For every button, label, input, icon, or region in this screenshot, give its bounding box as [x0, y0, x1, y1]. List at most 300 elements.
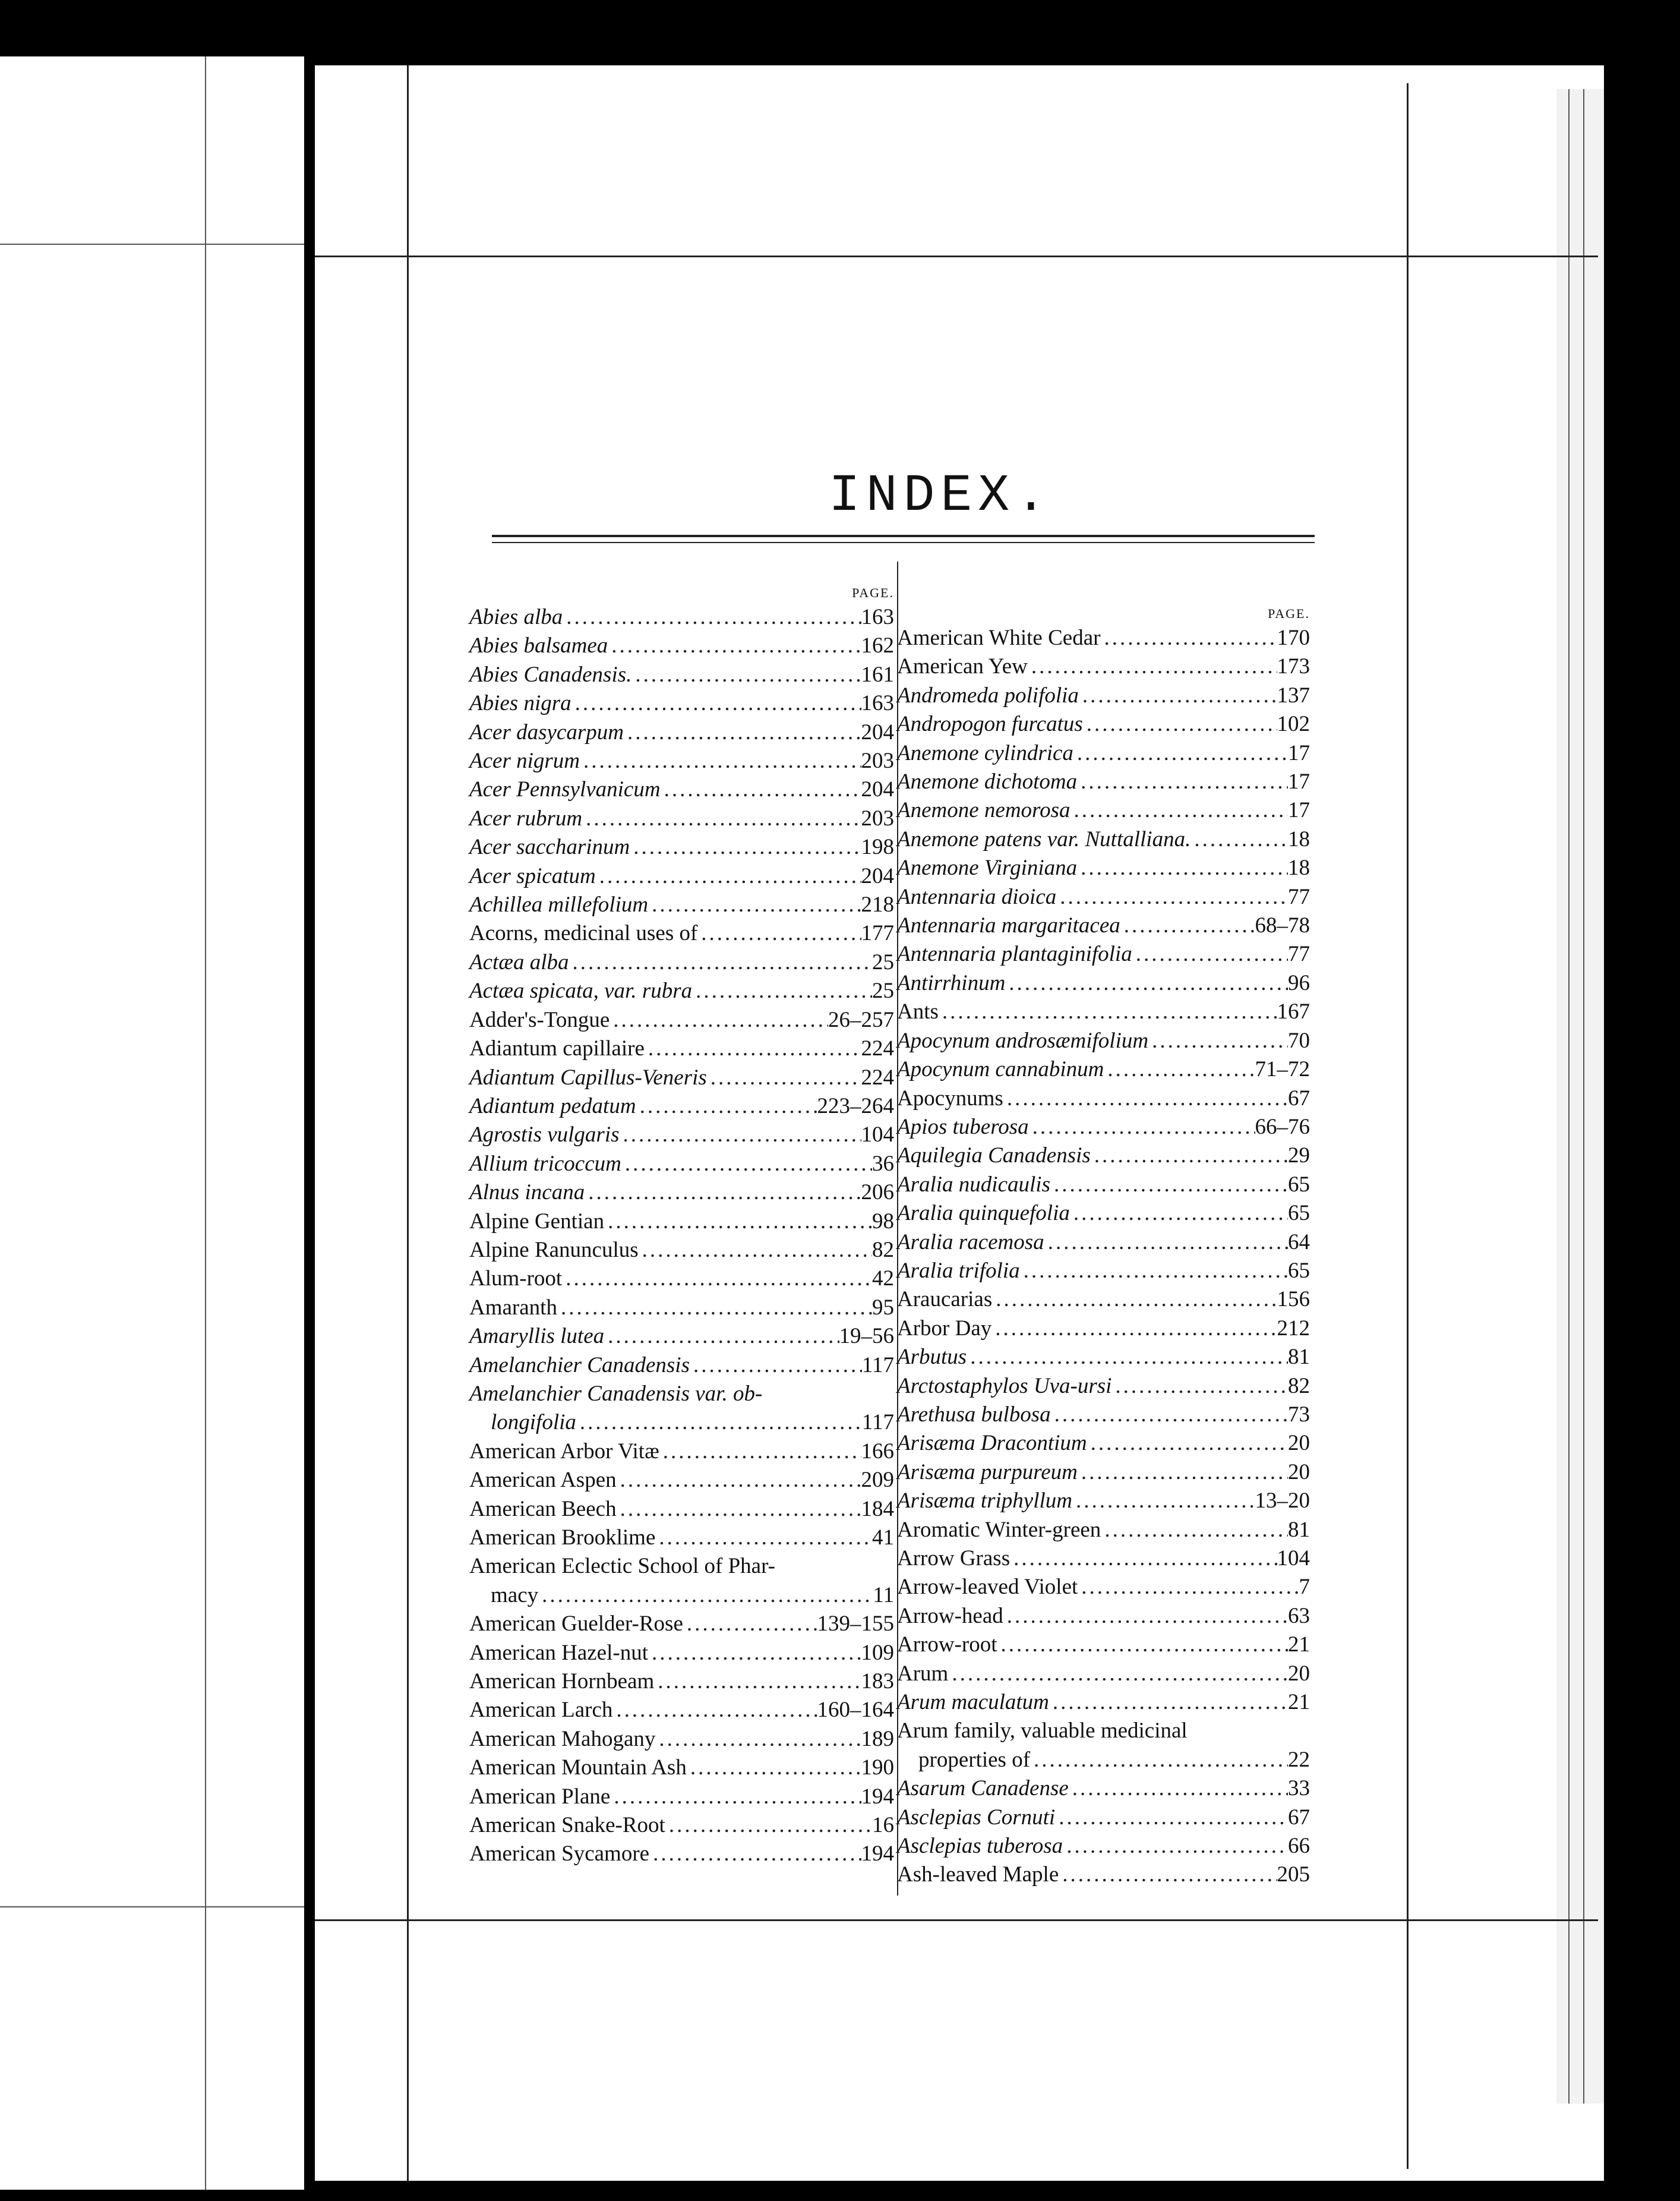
- entry-name: Amaryllis lutea: [469, 1324, 605, 1349]
- entry-page-number: 95: [872, 1295, 894, 1320]
- entry-name: Araucarias: [897, 1287, 993, 1312]
- dot-leader: [661, 775, 861, 804]
- entry-page-number: 203: [861, 749, 894, 774]
- dot-leader: [697, 919, 861, 948]
- entry-name: Arbutus: [897, 1345, 967, 1370]
- index-entry: [897, 1285, 1310, 1314]
- index-entry: [469, 977, 894, 1005]
- entry-name: Achillea millefolium: [469, 893, 649, 917]
- dot-leader: [948, 1660, 1288, 1688]
- entry-page-number: 173: [1277, 654, 1310, 679]
- entry-name: Asclepias tuberosa: [897, 1834, 1063, 1859]
- dot-leader: [596, 862, 861, 891]
- index-entry: [469, 603, 894, 632]
- dot-leader: [1073, 739, 1288, 768]
- dot-leader: [1063, 1832, 1288, 1861]
- entry-name: American Mountain Ash: [469, 1755, 687, 1780]
- dot-leader: [1120, 912, 1255, 940]
- index-entry: [897, 1027, 1310, 1055]
- index-entry: [469, 1322, 894, 1351]
- dot-leader: [683, 1610, 817, 1638]
- entry-name: Antennaria margaritacea: [897, 913, 1120, 938]
- dot-leader: [1050, 1171, 1288, 1199]
- dot-leader: [1029, 1113, 1255, 1142]
- dot-leader: [655, 1524, 872, 1552]
- dot-leader: [576, 1408, 862, 1437]
- index-entry: [469, 1380, 894, 1408]
- dot-leader: [620, 1121, 861, 1149]
- entry-name: American Larch: [469, 1698, 613, 1723]
- entry-name: Andromeda polifolia: [897, 683, 1079, 708]
- entry-page-number: 156: [1277, 1287, 1310, 1312]
- index-entry: [469, 1121, 894, 1149]
- dot-leader: [621, 1150, 872, 1178]
- index-entry: [469, 1207, 894, 1236]
- entry-name: Amelanchier Canadensis var. ob-: [469, 1381, 763, 1406]
- index-entry: [897, 768, 1310, 796]
- dot-leader: [571, 689, 861, 718]
- entry-page-number: 82: [872, 1237, 894, 1262]
- title-rule: [492, 542, 1315, 543]
- dot-leader: [1077, 768, 1288, 796]
- entry-name: American Mahogany: [469, 1726, 656, 1751]
- index-entry: [897, 1688, 1310, 1717]
- dot-leader: [1148, 1027, 1288, 1055]
- dot-leader: [557, 1294, 872, 1322]
- entry-page-number: 20: [1288, 1459, 1310, 1484]
- entry-name: Arrow Grass: [897, 1546, 1010, 1571]
- index-column-left: [469, 585, 894, 1869]
- entry-name: Adder's-Tongue: [469, 1007, 610, 1032]
- entry-name: Aquilegia Canadensis: [897, 1143, 1091, 1168]
- dot-leader: [1003, 1602, 1288, 1631]
- page-heading: PAGE.: [1268, 606, 1310, 621]
- previous-page-rule: [0, 1906, 304, 1907]
- entry-page-number: 25: [872, 950, 894, 975]
- dot-leader: [1087, 1429, 1288, 1458]
- dot-leader: [1072, 1487, 1255, 1515]
- entry-name: Alpine Gentian: [469, 1209, 605, 1234]
- dot-leader: [1010, 1544, 1277, 1573]
- entry-page-number: 81: [1288, 1517, 1310, 1542]
- entry-name: Acer saccharinum: [469, 835, 630, 860]
- entry-page-number: 224: [861, 1065, 894, 1090]
- entry-name: Arctostaphylos Uva-ursi: [897, 1373, 1112, 1398]
- entry-name: Abies nigra: [469, 691, 571, 716]
- entry-page-number: 82: [1288, 1373, 1310, 1398]
- index-entry: [469, 862, 894, 891]
- dot-leader: [659, 1437, 861, 1466]
- dot-leader: [610, 1006, 828, 1035]
- entry-page-number: 98: [872, 1209, 894, 1234]
- entry-name: American Yew: [897, 654, 1028, 679]
- entry-list: [897, 624, 1310, 1890]
- frame-rule-left: [407, 65, 409, 2181]
- entry-name: Amaranth: [469, 1295, 557, 1320]
- index-entry: [897, 1084, 1310, 1113]
- index-entry: [897, 1774, 1310, 1803]
- entry-name: Actæa alba: [469, 950, 569, 975]
- index-entry: [897, 1142, 1310, 1170]
- entry-name: Anemone patens var. Nuttalliana.: [897, 827, 1191, 852]
- entry-name: American Arbor Vitæ: [469, 1439, 659, 1464]
- dot-leader: [690, 1351, 862, 1380]
- dot-leader: [630, 833, 861, 862]
- entry-name: Alnus incana: [469, 1180, 585, 1205]
- dot-leader: [562, 1265, 872, 1293]
- entry-page-number: 160–164: [817, 1698, 894, 1723]
- index-entry: [897, 682, 1310, 710]
- entry-page-number: 190: [861, 1755, 894, 1780]
- entry-page-number: 22: [1288, 1747, 1310, 1772]
- entry-name: Adiantum Capillus-Veneris: [469, 1065, 707, 1090]
- dot-leader: [654, 1667, 861, 1696]
- index-entry: [897, 1487, 1310, 1515]
- entry-page-number: 109: [861, 1640, 894, 1665]
- entry-name: Andropogon furcatus: [897, 712, 1083, 737]
- entry-page-number: 77: [1288, 884, 1310, 909]
- entry-page-number: 18: [1288, 856, 1310, 881]
- entry-page-number: 17: [1288, 798, 1310, 823]
- entry-name: Arum family, valuable medicinal: [897, 1718, 1188, 1743]
- gutter: [304, 56, 315, 2196]
- entry-page-number: 218: [861, 893, 894, 917]
- dot-leader: [648, 891, 861, 919]
- entry-name: Acorns, medicinal uses of: [469, 921, 698, 946]
- index-entry: [897, 710, 1310, 739]
- entry-page-number: 29: [1288, 1143, 1310, 1168]
- dot-leader: [1083, 710, 1277, 739]
- index-entry: [469, 689, 894, 718]
- dot-leader: [608, 632, 861, 660]
- dot-leader: [687, 1754, 861, 1782]
- dot-leader: [991, 1314, 1277, 1343]
- index-entry: [897, 1458, 1310, 1487]
- index-entry: [469, 1581, 894, 1610]
- entry-name: Arisæma purpureum: [897, 1459, 1078, 1484]
- dot-leader: [582, 805, 861, 833]
- index-entry: [897, 1573, 1310, 1601]
- entry-name: Allium tricoccum: [469, 1151, 621, 1176]
- entry-name: American Plane: [469, 1784, 611, 1809]
- entry-page-number: 163: [861, 605, 894, 629]
- entry-page-number: 77: [1288, 942, 1310, 967]
- entry-page-number: 65: [1288, 1172, 1310, 1197]
- entry-name: Apocynum androsæmifolium: [897, 1028, 1149, 1053]
- index-entry: [469, 1408, 894, 1437]
- index-entry: [897, 998, 1310, 1026]
- frame-rule-right: [1407, 83, 1409, 2169]
- index-entry: [897, 1660, 1310, 1688]
- entry-page-number: 65: [1288, 1258, 1310, 1283]
- entry-name: Antennaria dioica: [897, 884, 1057, 909]
- entry-page-number: 203: [861, 806, 894, 831]
- index-entry: [897, 1113, 1310, 1142]
- entry-page-number: 102: [1277, 712, 1310, 737]
- dot-leader: [1030, 1746, 1288, 1774]
- entry-name: macy: [491, 1582, 539, 1607]
- index-entry: [469, 661, 894, 689]
- index-entry: [469, 1811, 894, 1840]
- entry-page-number: 184: [861, 1496, 894, 1521]
- entry-name: Arisæma triphyllum: [897, 1489, 1072, 1513]
- entry-name: American Brooklime: [469, 1525, 656, 1550]
- entry-page-number: 20: [1288, 1431, 1310, 1456]
- entry-name: Arum: [897, 1661, 949, 1686]
- dot-leader: [1056, 883, 1288, 912]
- entry-name: properties of: [918, 1747, 1031, 1772]
- index-entry: [897, 1544, 1310, 1573]
- index-entry: [469, 1495, 894, 1524]
- entry-name: Agrostis vulgaris: [469, 1122, 620, 1147]
- dot-leader: [580, 747, 861, 775]
- index-entry: [469, 1524, 894, 1552]
- index-entry: [469, 1150, 894, 1178]
- entry-name: Abies balsamea: [469, 633, 608, 658]
- entry-page-number: 18: [1288, 827, 1310, 852]
- index-entry: [469, 1294, 894, 1322]
- dot-leader: [1069, 1774, 1288, 1803]
- frame-rule-top: [315, 256, 1598, 257]
- entry-page-number: 70: [1288, 1028, 1310, 1053]
- entry-name: American Beech: [469, 1496, 617, 1521]
- index-entry: [469, 1610, 894, 1638]
- index-entry: [897, 883, 1310, 912]
- page-heading: PAGE.: [852, 585, 894, 600]
- index-entry: [469, 1466, 894, 1494]
- index-entry: [897, 1429, 1310, 1458]
- entry-page-number: 137: [1277, 683, 1310, 708]
- entry-page-number: 198: [861, 835, 894, 860]
- entry-name: Aralia nudicaulis: [897, 1172, 1050, 1197]
- entry-name: Antirrhinum: [897, 970, 1006, 995]
- entry-page-number: 67: [1288, 1086, 1310, 1111]
- dot-leader: [1003, 1084, 1288, 1113]
- page-edge-line: [1583, 89, 1584, 2104]
- entry-name: Aralia quinquefolia: [897, 1201, 1070, 1226]
- index-entry: [469, 891, 894, 919]
- entry-name: Aralia trifolia: [897, 1258, 1020, 1283]
- entry-name: Alpine Ranunculus: [469, 1237, 639, 1262]
- dot-leader: [665, 1811, 872, 1840]
- entry-name: Asarum Canadense: [897, 1776, 1069, 1801]
- index-entry: [469, 1754, 894, 1782]
- entry-name: Antennaria plantaginifolia: [897, 942, 1132, 967]
- entry-name: Arisæma Dracontium: [897, 1431, 1087, 1456]
- dot-leader: [1100, 624, 1277, 652]
- previous-page: [0, 56, 304, 2190]
- dot-leader: [538, 1581, 873, 1610]
- dot-leader: [707, 1064, 861, 1092]
- dot-leader: [563, 603, 861, 632]
- entry-name: Abies alba: [469, 605, 563, 629]
- entry-page-number: 66–76: [1255, 1114, 1310, 1139]
- entry-name: Arrow-head: [897, 1603, 1003, 1628]
- entry-page-number: 117: [861, 1352, 894, 1377]
- entry-name: Aralia racemosa: [897, 1229, 1044, 1254]
- dot-leader: [636, 1092, 817, 1121]
- index-entry: [469, 1783, 894, 1811]
- entry-page-number: 16: [872, 1813, 894, 1838]
- dot-leader: [1070, 796, 1288, 825]
- index-entry: [897, 1746, 1310, 1774]
- index-entry: [897, 912, 1310, 940]
- index-entry: [897, 940, 1310, 969]
- dot-leader: [1091, 1142, 1288, 1170]
- entry-page-number: 224: [861, 1036, 894, 1061]
- entry-page-number: 73: [1288, 1402, 1310, 1427]
- dot-leader: [1078, 1573, 1299, 1601]
- entry-page-number: 63: [1288, 1603, 1310, 1628]
- entry-name: Adiantum capillaire: [469, 1036, 645, 1061]
- entry-page-number: 7: [1299, 1575, 1310, 1600]
- entry-name: American Guelder-Rose: [469, 1612, 683, 1636]
- index-entry: [469, 1265, 894, 1293]
- entry-name: Arum maculatum: [897, 1690, 1049, 1715]
- entry-page-number: 139–155: [817, 1612, 894, 1636]
- entry-page-number: 183: [861, 1669, 894, 1694]
- entry-name: Apios tuberosa: [897, 1114, 1029, 1139]
- entry-page-number: 68–78: [1255, 913, 1310, 938]
- dot-leader: [617, 1495, 861, 1524]
- index-entry: [469, 1696, 894, 1724]
- entry-page-number: 194: [861, 1841, 894, 1866]
- entry-name: Anemone cylindrica: [897, 740, 1073, 765]
- dot-leader: [631, 661, 861, 689]
- entry-name: Acer Pennsylvanicum: [469, 777, 661, 802]
- dot-leader: [939, 998, 1277, 1026]
- index-entry: [469, 1725, 894, 1754]
- entry-name: Adiantum pedatum: [469, 1093, 636, 1118]
- entry-name: Anemone Virginiana: [897, 856, 1078, 881]
- entry-page-number: 64: [1288, 1229, 1310, 1254]
- entry-page-number: 163: [861, 691, 894, 716]
- entry-name: Acer rubrum: [469, 806, 583, 831]
- entry-name: Anemone dichotoma: [897, 770, 1078, 794]
- entry-page-number: 42: [872, 1266, 894, 1291]
- entry-page-number: 170: [1277, 626, 1310, 650]
- entry-name: American Hornbeam: [469, 1669, 655, 1694]
- entry-name: Ants: [897, 999, 939, 1024]
- index-entry: [469, 1667, 894, 1696]
- dot-leader: [1005, 969, 1288, 998]
- entry-name: Amelanchier Canadensis: [469, 1352, 690, 1377]
- index-entry: [897, 1199, 1310, 1228]
- dot-leader: [585, 1178, 861, 1207]
- entry-page-number: 212: [1277, 1316, 1310, 1341]
- index-entry: [897, 652, 1310, 681]
- entry-page-number: 194: [861, 1784, 894, 1809]
- entry-name: American Snake-Root: [469, 1813, 665, 1838]
- dot-leader: [1079, 682, 1277, 710]
- index-entry: [469, 1236, 894, 1265]
- entry-page-number: 161: [861, 662, 894, 687]
- index-entry: [469, 1639, 894, 1667]
- entry-page-number: 17: [1288, 740, 1310, 765]
- entry-page-number: 204: [861, 777, 894, 802]
- entry-page-number: 177: [861, 921, 894, 946]
- entry-name: Actæa spicata, var. rubra: [469, 979, 693, 1004]
- entry-name: Arrow-leaved Violet: [897, 1575, 1078, 1600]
- entry-page-number: 67: [1288, 1805, 1310, 1830]
- index-entry: [469, 1006, 894, 1035]
- index-entry: [469, 632, 894, 660]
- index-entry: [897, 739, 1310, 768]
- index-entry: [897, 796, 1310, 825]
- entry-page-number: 20: [1288, 1661, 1310, 1686]
- index-entry: [897, 854, 1310, 882]
- index-entry: [897, 1861, 1310, 1889]
- entry-page-number: 19–56: [839, 1324, 894, 1349]
- dot-leader: [649, 1840, 861, 1868]
- dot-leader: [604, 1322, 839, 1351]
- entry-name: Arethusa bulbosa: [897, 1402, 1051, 1427]
- index-entry: [897, 1372, 1310, 1401]
- index-entry: [897, 1516, 1310, 1544]
- index-entry: [469, 1552, 894, 1581]
- dot-leader: [997, 1631, 1288, 1659]
- dot-leader: [1111, 1372, 1288, 1401]
- dot-leader: [1055, 1803, 1288, 1832]
- entry-page-number: 71–72: [1255, 1057, 1310, 1082]
- entry-page-number: 189: [861, 1726, 894, 1751]
- dot-leader: [1190, 825, 1288, 854]
- entry-page-number: 167: [1277, 999, 1310, 1024]
- dot-leader: [692, 977, 872, 1005]
- dot-leader: [569, 948, 872, 977]
- entry-page-number: 17: [1288, 770, 1310, 794]
- entry-page-number: 36: [872, 1151, 894, 1176]
- entry-page-number: 33: [1288, 1776, 1310, 1801]
- previous-page-rule: [205, 56, 206, 2190]
- entry-page-number: 25: [872, 979, 894, 1004]
- dot-leader: [612, 1696, 817, 1724]
- entry-name: Acer spicatum: [469, 863, 596, 888]
- entry-name: Acer dasycarpum: [469, 720, 624, 745]
- entry-name: Anemone nemorosa: [897, 798, 1070, 823]
- index-entry: [897, 1228, 1310, 1257]
- dot-leader: [655, 1725, 861, 1754]
- index-entry: [469, 718, 894, 747]
- frame-rule-bottom: [315, 1919, 1598, 1921]
- entry-name: Alum-root: [469, 1266, 563, 1291]
- dot-leader: [1104, 1055, 1255, 1084]
- entry-page-number: 65: [1288, 1201, 1310, 1226]
- index-entry: [469, 1840, 894, 1868]
- dot-leader: [1077, 854, 1288, 882]
- dot-leader: [1070, 1199, 1288, 1228]
- entry-page-number: 223–264: [817, 1093, 894, 1118]
- entry-name: American Hazel-nut: [469, 1640, 648, 1665]
- entry-page-number: 204: [861, 720, 894, 745]
- dot-leader: [604, 1207, 872, 1236]
- entry-name: American Eclectic School of Phar-: [469, 1554, 776, 1579]
- entry-page-number: 104: [861, 1122, 894, 1147]
- entry-name: Abies Canadensis.: [469, 662, 632, 687]
- entry-page-number: 21: [1288, 1690, 1310, 1715]
- entry-page-number: 66: [1288, 1834, 1310, 1859]
- entry-page-number: 162: [861, 633, 894, 658]
- index-entry: [469, 805, 894, 833]
- entry-page-number: 26–257: [828, 1007, 894, 1032]
- entry-name: longifolia: [491, 1410, 576, 1435]
- index-entry: [897, 1343, 1310, 1371]
- entry-page-number: 204: [861, 863, 894, 888]
- index-entry: [897, 1401, 1310, 1429]
- dot-leader: [610, 1783, 861, 1811]
- index-entry: [469, 1064, 894, 1092]
- index-entry: [897, 1314, 1310, 1343]
